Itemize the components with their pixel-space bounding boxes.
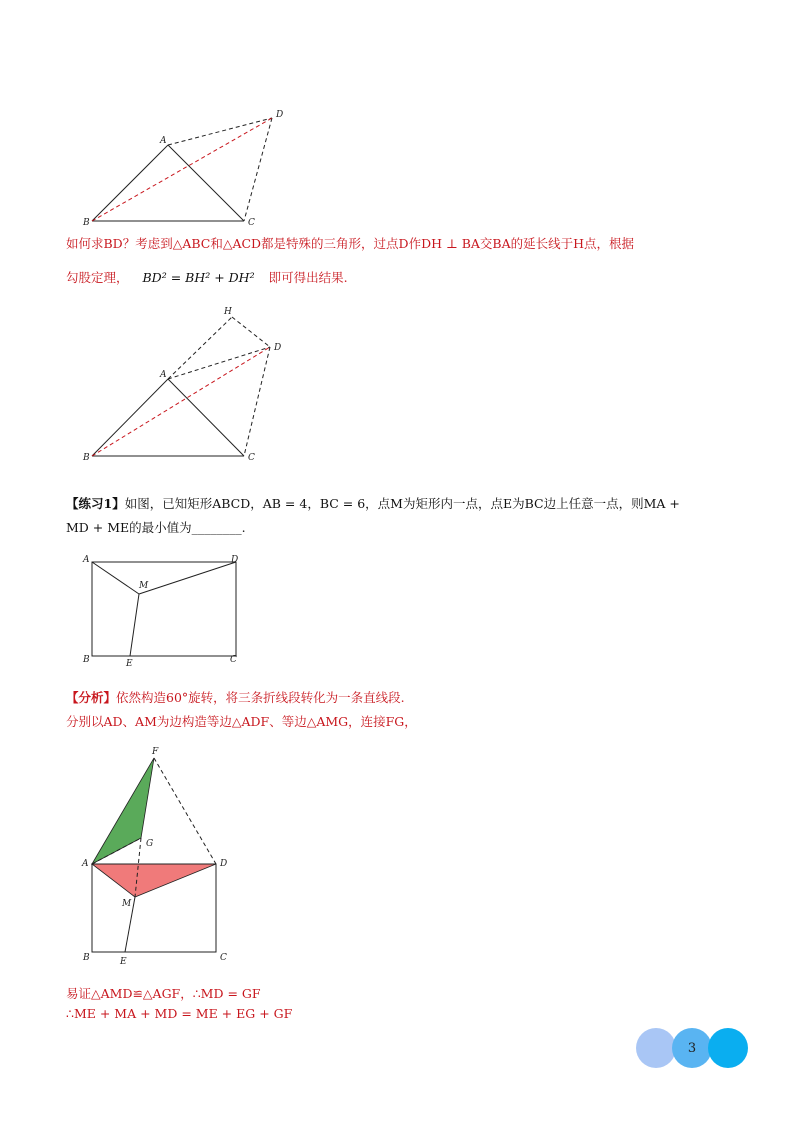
dashed-lines (168, 118, 272, 221)
label-b: B (83, 218, 90, 228)
label-c-4: C (220, 953, 227, 963)
label-b-2: B (83, 453, 90, 463)
badge-circle-1 (636, 1028, 676, 1068)
figure-3-rectangle (80, 550, 250, 670)
figure-2-triangle-with-h (80, 302, 310, 464)
figure-1-triangle-diagram (80, 100, 310, 235)
exercise-line-2: MD + ME的最小值为________. (66, 520, 246, 535)
label-c-3: C (230, 655, 237, 665)
page-number-badge (636, 1028, 744, 1068)
dashed-lines-2 (168, 317, 270, 456)
label-d-3: D (231, 555, 239, 565)
triangle-abc-2 (92, 379, 244, 456)
label-e-4: E (120, 957, 127, 967)
label-d-2: D (274, 343, 282, 353)
label-a-2: A (160, 370, 167, 380)
explanation-line-2 (66, 270, 348, 286)
label-e-3: E (126, 659, 133, 669)
segment-bd (92, 118, 272, 221)
analysis-tag: 【分析】 (66, 690, 117, 705)
label-m-4: M (122, 899, 132, 909)
analysis-line-1 (66, 690, 405, 706)
proof-line-1: 易证△AMD≌△AGF，∴MD = GF (66, 986, 261, 1001)
label-c-2: C (248, 453, 255, 463)
explanation-line-1: 如何求BD？考虑到△ABC和△ACD都是特殊的三角形，过点D作DH ⊥ BA交BA的延长线于H点，根据 (66, 236, 635, 251)
rectangle-abcd (92, 562, 236, 656)
label-b-4: B (83, 953, 90, 963)
exercise-tag: 【练习1】 (66, 496, 125, 511)
segment-bd-2 (92, 347, 270, 456)
label-d: D (276, 110, 284, 120)
label-b-3: B (83, 655, 90, 665)
explanation-prefix: 勾股定理， (66, 270, 129, 285)
green-triangle-agf (92, 758, 154, 864)
triangle-abc (92, 145, 244, 221)
label-c: C (248, 218, 255, 228)
analysis-text-1: 依然构造60°旋转，将三条折线段转化为一条直线段. (116, 690, 405, 705)
label-a: A (160, 136, 167, 146)
label-d-4: D (220, 859, 228, 869)
figure-4-rotation-construction (80, 740, 250, 968)
analysis-line-2: 分别以AD、AM为边构造等边△ADF、等边△AMG，连接FG， (66, 714, 417, 729)
pink-triangle-amd (92, 864, 216, 897)
badge-circle-2 (672, 1028, 712, 1068)
formula-pythagorean: BD² = BH² + DH² (142, 270, 255, 285)
label-m-3: M (139, 581, 149, 591)
badge-circle-3 (708, 1028, 748, 1068)
exercise-text-1: 如图，已知矩形ABCD，AB = 4，BC = 6，点M为矩形内一点，点E为BC边上任意一点，则MA + (124, 496, 680, 511)
label-h: H (224, 307, 232, 317)
explanation-suffix: 即可得出结果. (268, 270, 348, 285)
proof-line-2: ∴ME + MA + MD = ME + EG + GF (66, 1006, 293, 1021)
label-a-3: A (83, 555, 90, 565)
label-g-4: G (146, 839, 154, 849)
exercise-line-1 (66, 496, 680, 512)
page-number: 3 (687, 1040, 697, 1056)
label-f-4: F (152, 747, 159, 757)
label-a-4: A (82, 859, 89, 869)
